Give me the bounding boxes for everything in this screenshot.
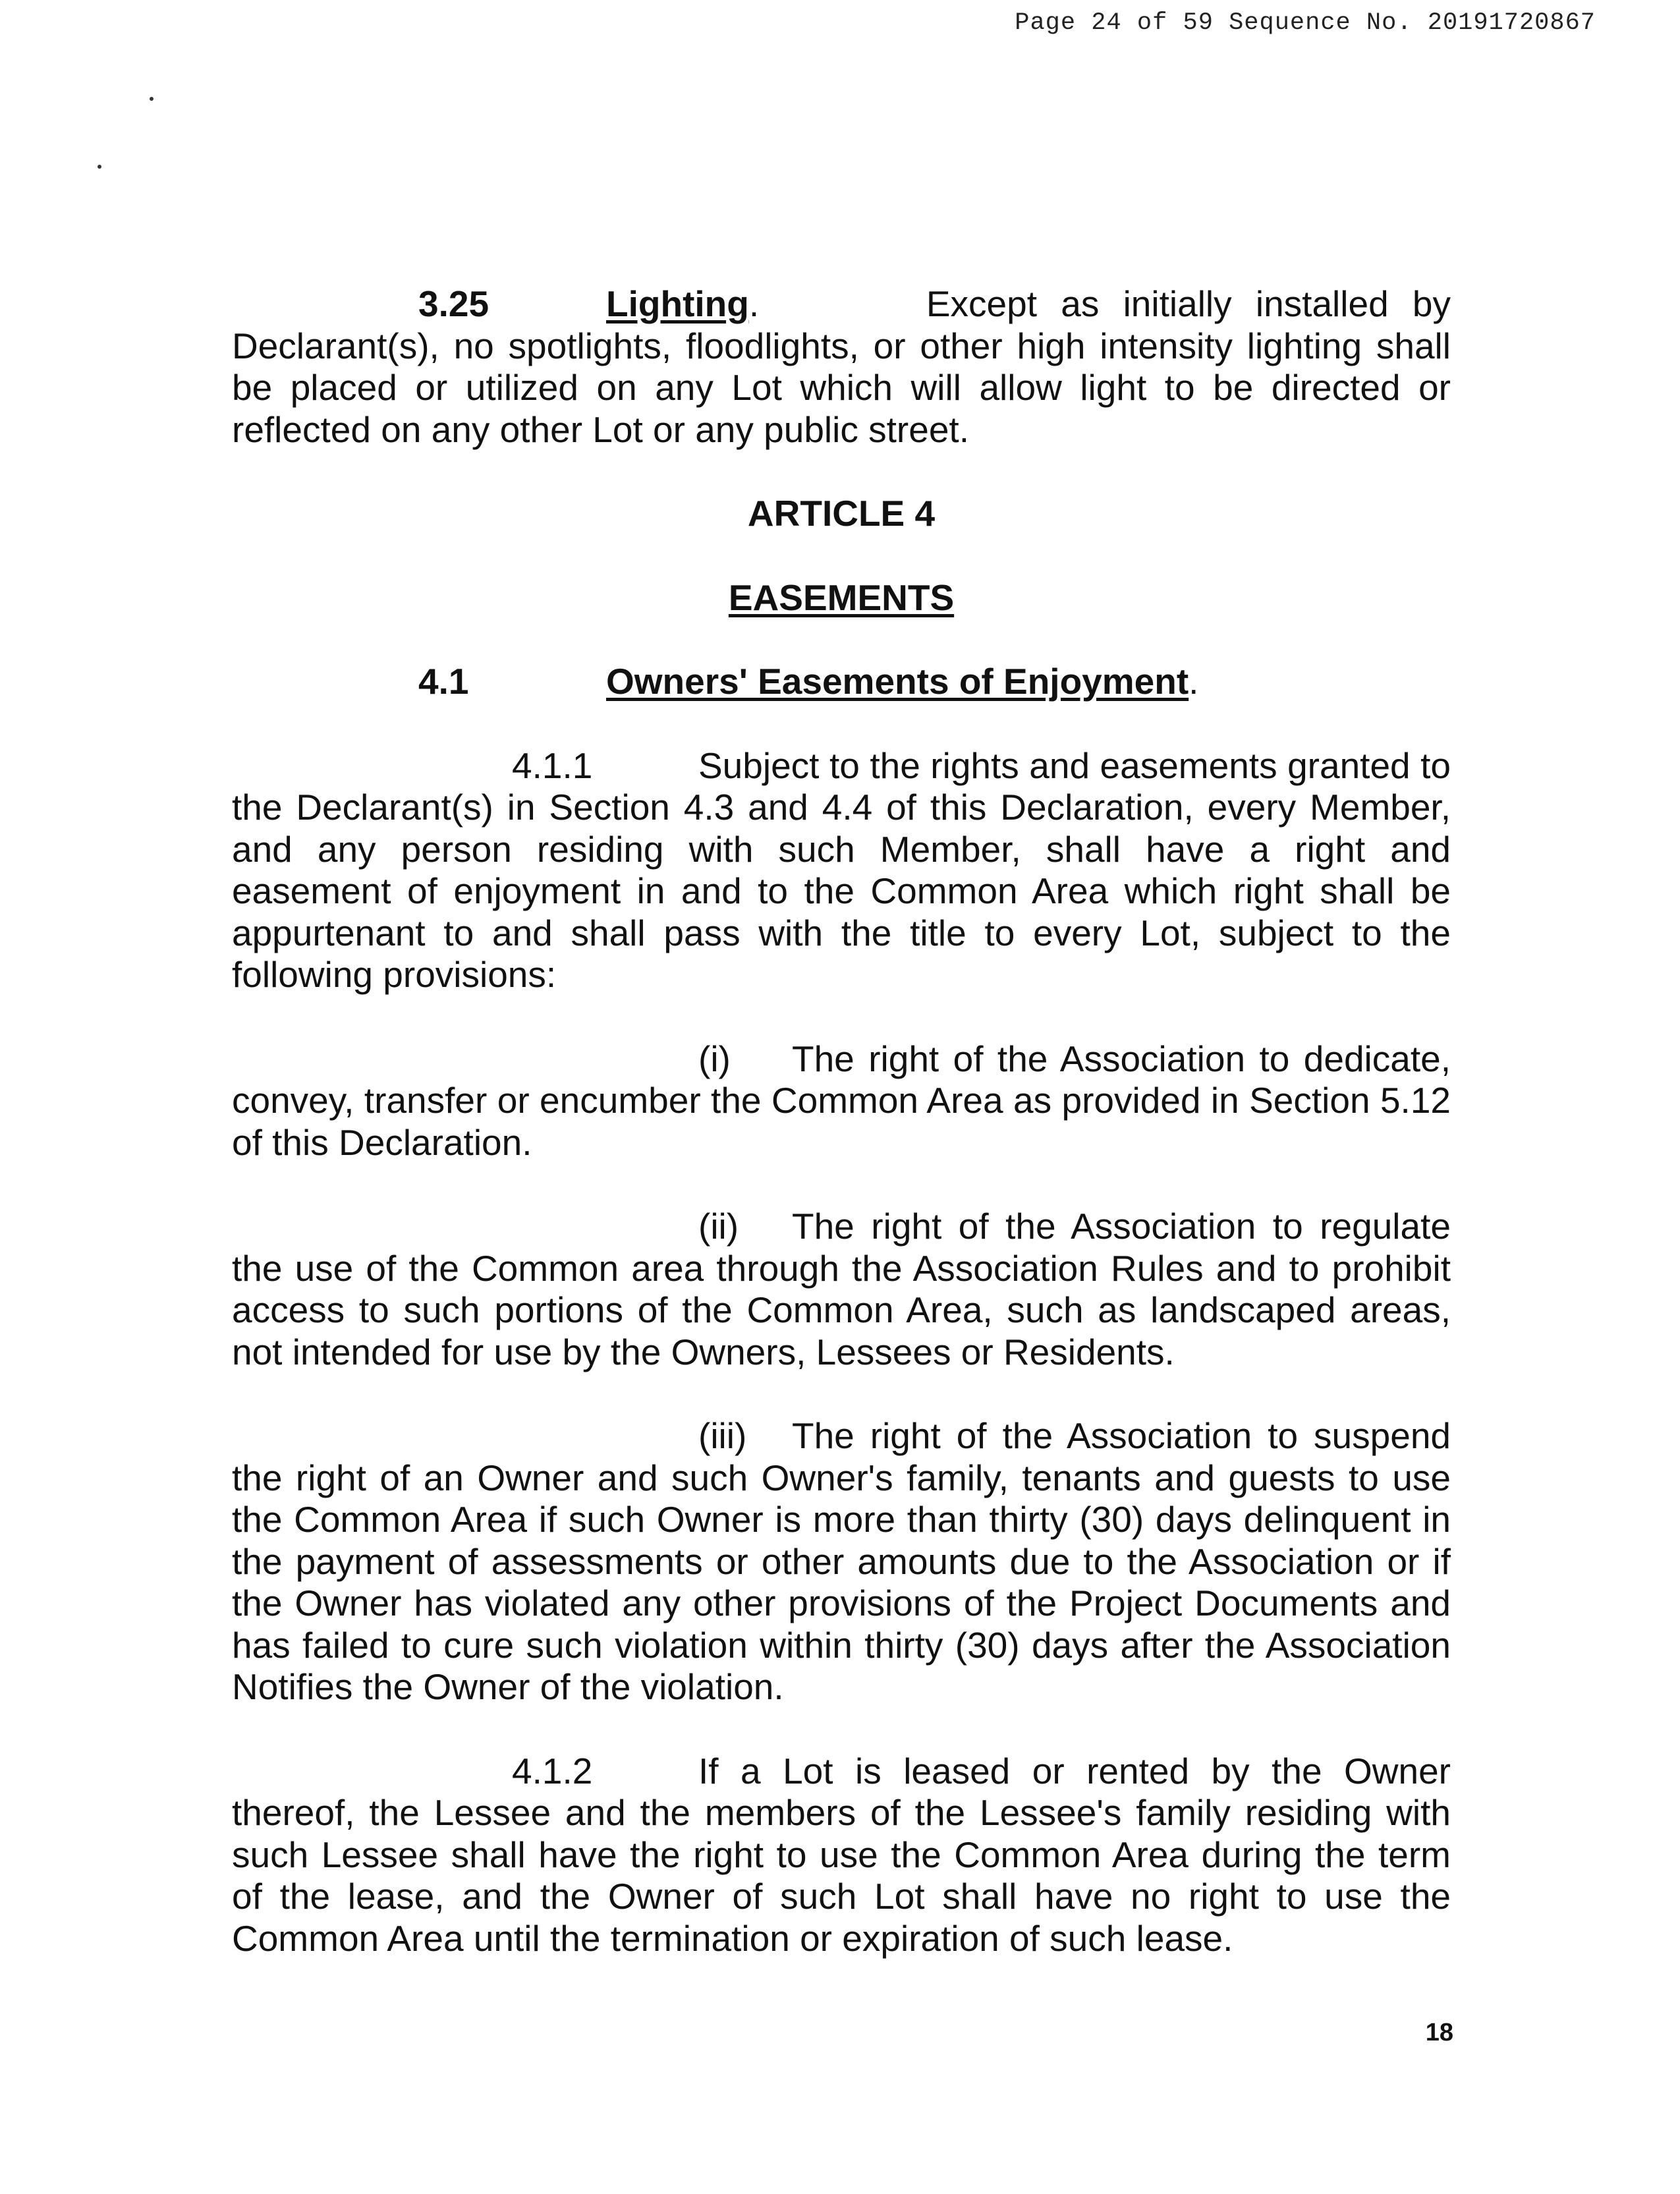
article-title bbox=[232, 577, 1451, 619]
section-text: Except as initially installed by Declarant(s), no spotlights, floodlights, or other high intensity lighting shall be placed or utilized on any Lot which will allow light to be directed or reflected on any other Lot or any public street. bbox=[232, 283, 1451, 450]
item-text: The right of the Association to regulate the use of the Common area through the Association Rules and to prohibit access to such portions of the Common Area, such as landscaped areas, not intended for use by the Owners, Lessees or Residents. bbox=[232, 1206, 1451, 1372]
item-label: (ii) bbox=[698, 1206, 739, 1247]
subsection-text: If a Lot is leased or rented by the Owner thereof, the Lessee and the members of the Lessee's family residing with such Lessee shall have the right to use the Common Area during the term of the lease, and the Owner of such Lot shall have no right to use the Common Area until the termination or expiration of such lease. bbox=[232, 1750, 1451, 1959]
item-label: (i) bbox=[698, 1038, 731, 1079]
scan-speck bbox=[98, 165, 101, 169]
item-label: (iii) bbox=[698, 1415, 747, 1456]
provision-item bbox=[232, 1038, 1451, 1164]
section-title: Lighting bbox=[606, 283, 749, 324]
article-title-text: EASEMENTS bbox=[728, 577, 955, 618]
provision-item bbox=[232, 1206, 1451, 1373]
subsection-4-1-2 bbox=[232, 1751, 1451, 1960]
section-number: 3.25 bbox=[418, 283, 490, 324]
subsection-number: 4.1.2 bbox=[512, 1750, 593, 1791]
section-title: Owners' Easements of Enjoyment bbox=[606, 661, 1189, 702]
subsection-number: 4.1.1 bbox=[512, 745, 593, 786]
section-number: 4.1 bbox=[418, 661, 469, 702]
item-text: The right of the Association to suspend the right of an Owner and such Owner's family, tenants and guests to use the Common Area if such Owner is more than thirty (30) days delinquent in the payment of assessments or other amounts due to the Association or if the Owner has violated any other provisions of the Project Documents and has failed to cure such violation within thirty (30) days after the Association Notifies the Owner of the violation. bbox=[232, 1415, 1451, 1707]
section-4-1-heading bbox=[232, 661, 1451, 703]
section-3-25 bbox=[232, 283, 1451, 451]
article-label: ARTICLE 4 bbox=[747, 493, 936, 534]
item-text: The right of the Association to dedicate, convey, transfer or encumber the Common Area as provided in Section 5.12 of this Declaration. bbox=[232, 1038, 1451, 1163]
subsection-4-1-1 bbox=[232, 745, 1451, 996]
scan-speck bbox=[150, 97, 154, 101]
punctuation: . bbox=[1189, 661, 1199, 702]
subsection-text: Subject to the rights and easements granted to the Declarant(s) in Section 4.3 and 4.4 of this Declaration, every Member, and any person residing with such Member, shall have a right and easement of enjoyment in and to the Common Area which right shall be appurtenant to and shall pass with the title to every Lot, subject to the following provisions: bbox=[232, 745, 1451, 995]
page-number: 18 bbox=[1425, 2019, 1453, 2046]
provision-item bbox=[232, 1415, 1451, 1708]
punctuation: . bbox=[748, 283, 926, 324]
page-header: Page 24 of 59 Sequence No. 20191720867 bbox=[1015, 9, 1596, 37]
document-body bbox=[232, 283, 1451, 2002]
